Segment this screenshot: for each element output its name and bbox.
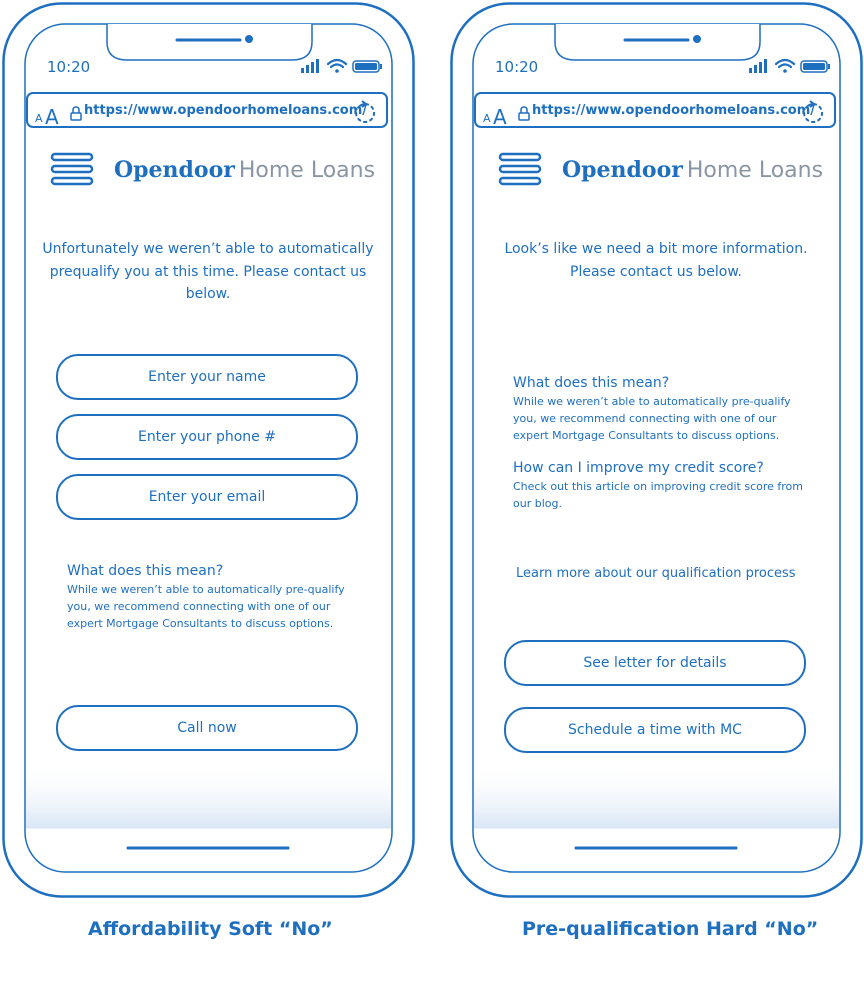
name-input[interactable]: Enter your name <box>56 354 358 400</box>
url-text[interactable]: https://www.opendoorhomeloans.com/ <box>532 103 816 118</box>
signal-icon <box>301 59 319 73</box>
see-letter-button[interactable]: See letter for details <box>504 640 806 686</box>
menu-icon[interactable] <box>50 152 94 186</box>
battery-icon <box>801 61 830 72</box>
credit-article-link[interactable]: Check out this article on improving credit score from our blog. <box>513 480 803 510</box>
phone-affordability-soft-no <box>2 2 415 898</box>
status-message: Unfortunately we weren’t able to automatically prequalify you at this time. Please contact us below. <box>42 241 374 302</box>
info-title: What does this mean? <box>67 563 224 579</box>
info-body: While we weren’t able to automatically pre-qualify you, we recommend connecting with one of our expert Mortgage Consultants to discuss options. <box>67 583 345 630</box>
status-icons <box>749 58 831 74</box>
brand-name: Opendoor <box>114 157 235 183</box>
lock-icon <box>518 106 530 121</box>
schedule-mc-button[interactable]: Schedule a time with MC <box>504 707 806 753</box>
lock-icon <box>70 106 82 121</box>
brand-logo[interactable] <box>114 157 375 183</box>
phone-prequalification-hard-no <box>450 2 863 898</box>
qualification-process-link[interactable]: Learn more about our qualification process <box>516 566 796 581</box>
caption-hard-no: Pre-qualification Hard “No” <box>522 918 819 940</box>
battery-icon <box>353 61 382 72</box>
info-title: How can I improve my credit score? <box>513 460 764 476</box>
text-size-small[interactable]: A <box>35 112 43 125</box>
info-section-credit <box>513 460 813 512</box>
brand-subtitle: Home Loans <box>686 158 824 183</box>
info-section-meaning <box>513 375 813 444</box>
reload-icon[interactable] <box>800 100 826 126</box>
text-size-small[interactable]: A <box>483 112 491 125</box>
wifi-icon <box>328 60 346 73</box>
info-section <box>67 563 363 632</box>
caption-soft-no: Affordability Soft “No” <box>88 918 333 940</box>
brand-name: Opendoor <box>562 157 683 183</box>
status-time: 10:20 <box>47 58 91 76</box>
info-body: While we weren’t able to automatically pre-qualify you, we recommend connecting with one of our expert Mortgage Consultants to discuss options. <box>513 395 791 442</box>
url-text[interactable]: https://www.opendoorhomeloans.com/ <box>84 103 368 118</box>
menu-icon[interactable] <box>498 152 542 186</box>
brand-subtitle: Home Loans <box>238 158 376 183</box>
signal-icon <box>749 59 767 73</box>
email-input[interactable]: Enter your email <box>56 474 358 520</box>
text-size-large[interactable]: A <box>493 105 507 129</box>
reload-icon[interactable] <box>352 100 378 126</box>
wifi-icon <box>776 60 794 73</box>
phone-input[interactable]: Enter your phone # <box>56 414 358 460</box>
status-icons <box>301 58 383 74</box>
status-time: 10:20 <box>495 58 539 76</box>
info-title: What does this mean? <box>513 375 670 391</box>
brand-logo[interactable] <box>562 157 823 183</box>
status-message: Look’s like we need a bit more information. Please contact us below. <box>504 241 808 280</box>
call-now-button[interactable]: Call now <box>56 705 358 751</box>
text-size-large[interactable]: A <box>45 105 59 129</box>
